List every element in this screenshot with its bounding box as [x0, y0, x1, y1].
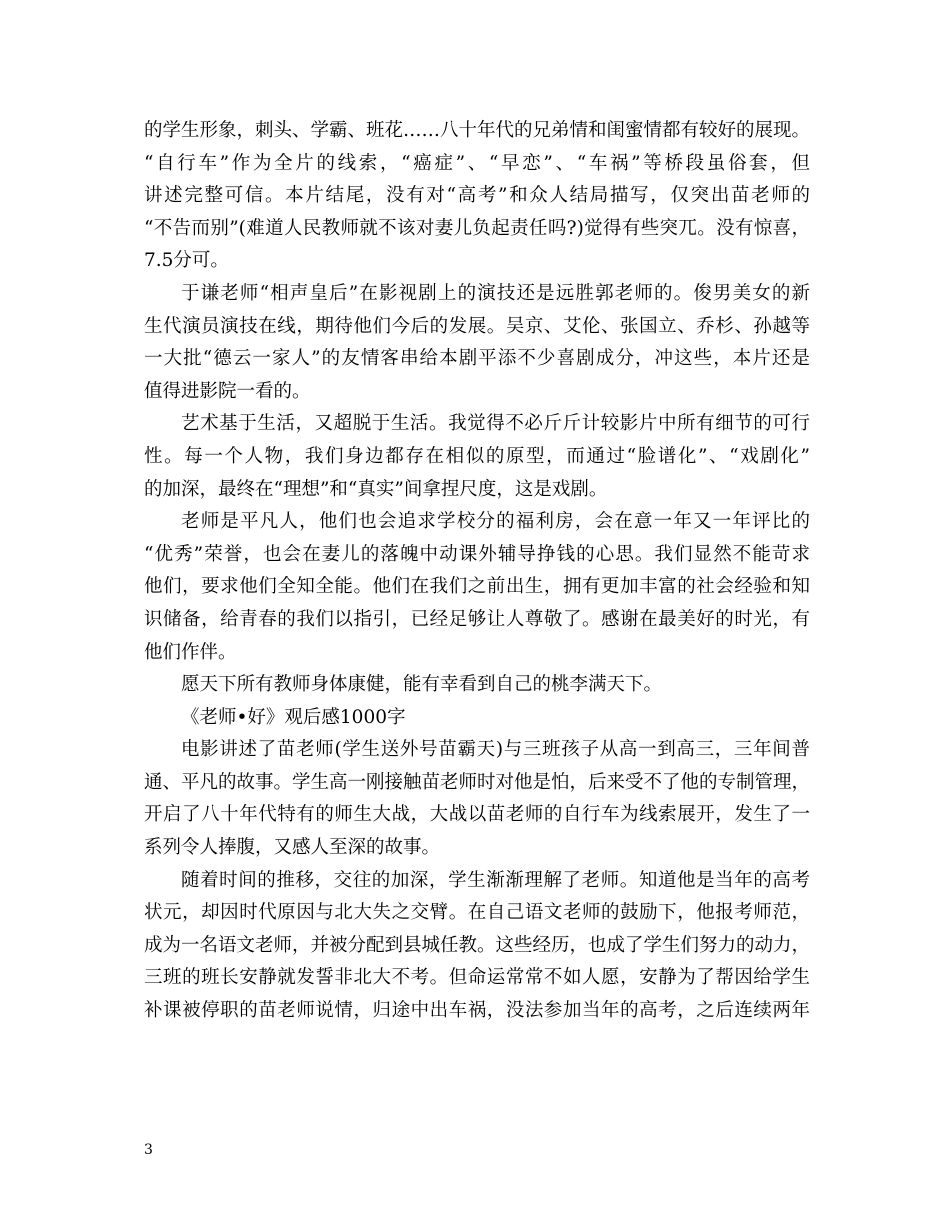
text-line: 电影讲述了苗老师(学生送外号苗霸天)与三班孩子从高一到高三，三年间普	[181, 739, 810, 761]
text-line: 三班的班长安静就发誓非北大不考。但命运常常不如人愿，安静为了帮因给学生	[144, 967, 810, 989]
text-line: 成为一名语文老师，并被分配到县城任教。这些经历，也成了学生们努力的动力，	[144, 934, 810, 956]
text-line: 7.5分可。	[144, 250, 229, 272]
text-line: 随着时间的推移，交往的加深，学生渐渐理解了老师。知道他是当年的高考	[181, 869, 810, 891]
text-line: “不告而别”(难道人民教师就不该对妻儿负起责任吗?)觉得有些突兀。没有惊喜，	[144, 217, 810, 239]
text-line: 补课被停职的苗老师说情，归途中出车祸，没法参加当年的高考，之后连续两年	[144, 1000, 810, 1022]
text-line: 的学生形象，刺头、学霸、班花……八十年代的兄弟情和闺蜜情都有较好的展现。	[144, 120, 810, 141]
text-line: 通、平凡的故事。学生高一刚接触苗老师时对他是怕，后来受不了他的专制管理，	[144, 771, 810, 793]
text-line: 系列令人捧腹，又感人至深的故事。	[144, 837, 441, 859]
text-line: 状元，却因时代原因与北大失之交臂。在自己语文老师的鼓励下，他报考师范，	[144, 902, 810, 924]
text-line: 他们，要求他们全知全能。他们在我们之前出生，拥有更加丰富的社会经验和知	[144, 576, 810, 598]
text-line: 讲述完整可信。本片结尾，没有对“高考”和众人结局描写，仅突出苗老师的	[144, 185, 810, 207]
text-line: 他们作伴。	[144, 641, 237, 663]
body-text	[144, 115, 810, 1028]
text-line: 愿天下所有教师身体康健，能有幸看到自己的桃李满天下。	[181, 674, 663, 696]
text-line: “优秀”荣誉，也会在妻儿的落魄中动课外辅导挣钱的心思。我们显然不能苛求	[144, 543, 810, 565]
text-line: “自行车”作为全片的线索，“癌症”、“早恋”、“车祸”等桥段虽俗套，但	[144, 152, 810, 174]
text-line: 艺术基于生活，又超脱于生活。我觉得不必斤斤计较影片中所有细节的可行	[181, 413, 810, 435]
text-line: 老师是平凡人，他们也会追求学校分的福利房，会在意一年又一年评比的	[181, 511, 810, 533]
text-line: 于谦老师“相声皇后”在影视剧上的演技还是远胜郭老师的。俊男美女的新	[181, 282, 810, 304]
text-line: 的加深，最终在“理想”和“真实”间拿捏尺度，这是戏剧。	[144, 478, 608, 500]
text-line: 《老师•好》观后感1000字	[181, 706, 406, 728]
text-line: 一大批“德云一家人”的友情客串给本剧平添不少喜剧成分，冲这些，本片还是	[144, 348, 810, 370]
text-line: 值得进影院一看的。	[144, 380, 311, 402]
text-line: 性。每一个人物，我们身边都存在相似的原型，而通过“脸谱化”、“戏剧化”	[144, 445, 810, 467]
page-number: 3	[144, 1142, 153, 1158]
text-line: 开启了八十年代特有的师生大战，大战以苗老师的自行车为线索展开，发生了一	[144, 804, 810, 826]
text-line: 生代演员演技在线，期待他们今后的发展。吴京、艾伦、张国立、乔杉、孙越等	[144, 315, 810, 337]
text-line: 识储备，给青春的我们以指引，已经足够让人尊敬了。感谢在最美好的时光，有	[144, 608, 810, 630]
